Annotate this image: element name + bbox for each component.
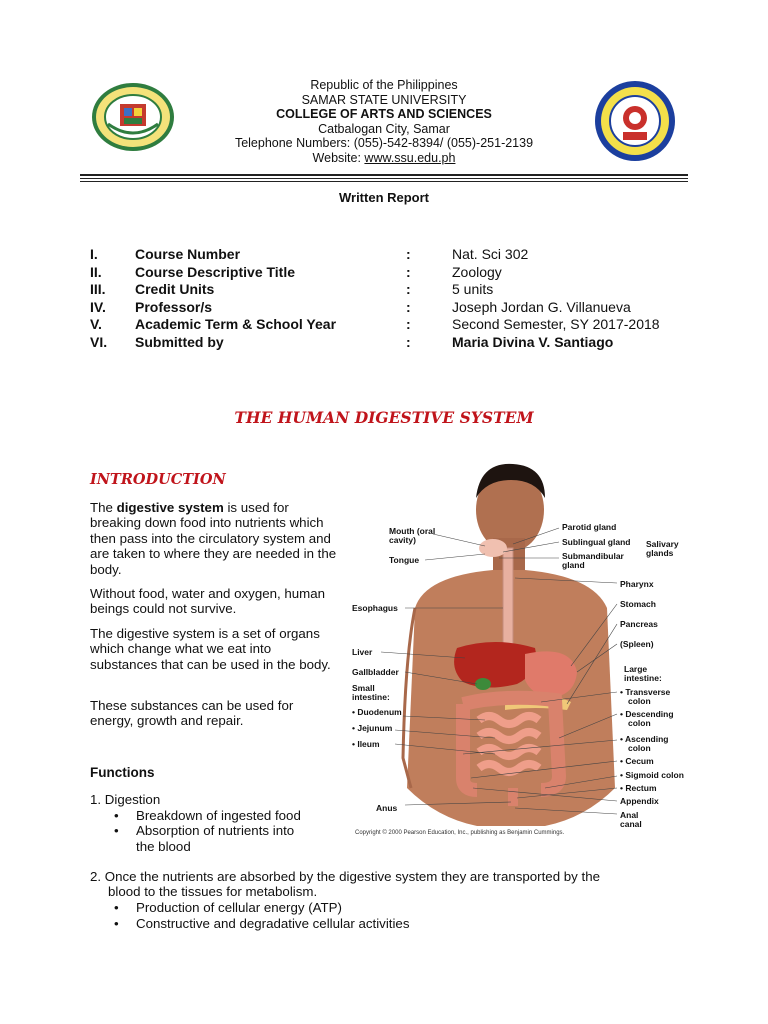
row-colon: : [406,263,411,280]
functions-heading: Functions [90,765,155,780]
label-salivary-2: glands [646,548,674,558]
row-label: Course Number [135,246,241,262]
college-of-arts-and-sciences-seal [592,80,678,162]
label-jejunum: • Jejunum [352,723,393,733]
introduction-heading: INTRODUCTION [90,471,226,488]
label-anus: Anus [376,803,398,813]
website-link[interactable]: www.ssu.edu.ph [364,150,456,165]
paragraph-2: Without food, water and oxygen, human beings could not survive. [90,586,326,617]
university-name: SAMAR STATE UNIVERSITY [301,92,467,107]
bullet-text: Breakdown of ingested food [136,808,301,823]
divider-thin-2 [80,181,688,182]
city-line: Catbalogan City, Samar [318,121,450,136]
label-anal-canal: canal [620,819,642,829]
bullet-text: Absorption of nutrients into [136,823,295,838]
paragraph-3: The digestive system is a set of organs which change what we eat into substances that can be used in the body. [90,626,331,672]
row-value: 5 units [452,281,494,297]
label-transverse-2: colon [628,696,651,706]
function-2-line1: 2. Once the nutrients are absorbed by the digestive system they are transported by the [90,869,601,884]
function-1: 1. Digestion [90,792,161,807]
telephone-line: Telephone Numbers: (055)-542-8394/ (055)-251-2139 [234,136,534,150]
bullet-dot: • [114,823,119,838]
row-label: Submitted by [135,333,224,350]
label-ascending-2: colon [628,743,651,753]
figure-copyright: Copyright © 2000 Pearson Education, Inc., publishing as Benjamin Cummings. [355,830,565,836]
row-value: Maria Divina V. Santiago [452,333,614,350]
label-small-intestine: intestine: [352,692,390,702]
function-2-line2: blood to the tissues for metabolism. [108,884,318,899]
row-value: Joseph Jordan G. Villanueva [452,298,631,315]
divider-thin [80,178,688,179]
label-mouth-2: cavity) [389,535,416,545]
para1-bold: digestive system [116,500,224,515]
report-label: Written Report [338,190,430,205]
label-cecum: • Cecum [620,756,654,766]
label-sigmoid: • Sigmoid colon [620,770,684,780]
label-spleen: (Spleen) [620,639,654,649]
label-salivary: Salivary [646,539,679,549]
samar-state-university-seal [90,82,176,152]
bullet-dot: • [114,916,119,931]
row-colon: : [406,316,411,332]
row-number: II. [90,263,102,280]
row-number: V. [90,316,102,332]
label-sublingual: Sublingual gland [562,537,631,547]
row-number: III. [90,281,106,297]
label-transverse: • Transverse [620,687,671,697]
label-pharynx: Pharynx [620,579,654,589]
label-parotid: Parotid gland [562,522,617,532]
label-appendix: Appendix [620,796,659,806]
para1-post: is used for breaking down food into nutrients which then pass into the circulatory system and are taken to where they are needed in the body. [90,500,337,577]
college-name: COLLEGE OF ARTS AND SCIENCES [276,107,492,121]
bullet-text: Constructive and degradative cellular activities [136,916,410,931]
row-colon: : [406,246,411,262]
paragraph-1 [90,500,340,577]
row-label: Professor/s [135,298,213,315]
label-tongue: Tongue [389,555,420,565]
label-rectum: • Rectum [620,783,657,793]
row-value: Zoology [452,263,502,280]
row-value: Nat. Sci 302 [452,246,529,262]
document-title: THE HUMAN DIGESTIVE SYSTEM [234,408,534,427]
label-descending-2: colon [628,718,651,728]
label-gallbladder: Gallbladder [352,667,399,677]
label-duodenum: • Duodenum [352,707,402,717]
website-prefix: Website: [312,150,365,165]
letterhead [184,78,584,165]
row-colon: : [406,333,411,350]
row-label: Academic Term & School Year [135,316,337,332]
row-label: Credit Units [135,281,215,297]
label-submandibular: Submandibular [562,551,624,561]
row-colon: : [406,281,411,297]
row-colon: : [406,298,411,315]
label-descending: • Descending [620,709,674,719]
label-stomach: Stomach [620,599,656,609]
row-number: VI. [90,333,108,350]
para1-pre: The [90,500,117,515]
label-large: Large [624,664,648,674]
bullet-dot: • [114,900,119,915]
bullet-text: the blood [136,839,191,854]
divider-thick [80,174,688,176]
bullet-dot: • [114,808,119,823]
label-mouth: Mouth (oral [389,526,436,536]
label-ileum: • Ileum [352,739,380,749]
row-number: IV. [90,298,106,315]
label-pancreas: Pancreas [620,619,658,629]
label-ascending: • Ascending [620,734,669,744]
republic-line: Republic of the Philippines [310,78,458,92]
label-large-intestine: intestine: [624,673,662,683]
bullet-text: Production of cellular energy (ATP) [136,900,342,915]
row-value: Second Semester, SY 2017-2018 [452,316,660,332]
paragraph-4: These substances can be used for energy, growth and repair. [90,698,294,729]
label-anal: Anal [620,810,639,820]
label-small: Small [352,683,375,693]
label-liver: Liver [352,647,373,657]
website-line [184,151,584,166]
row-number: I. [90,246,98,262]
label-submandibular-2: gland [562,560,585,570]
label-esophagus: Esophagus [352,603,398,613]
row-label: Course Descriptive Title [135,263,296,280]
